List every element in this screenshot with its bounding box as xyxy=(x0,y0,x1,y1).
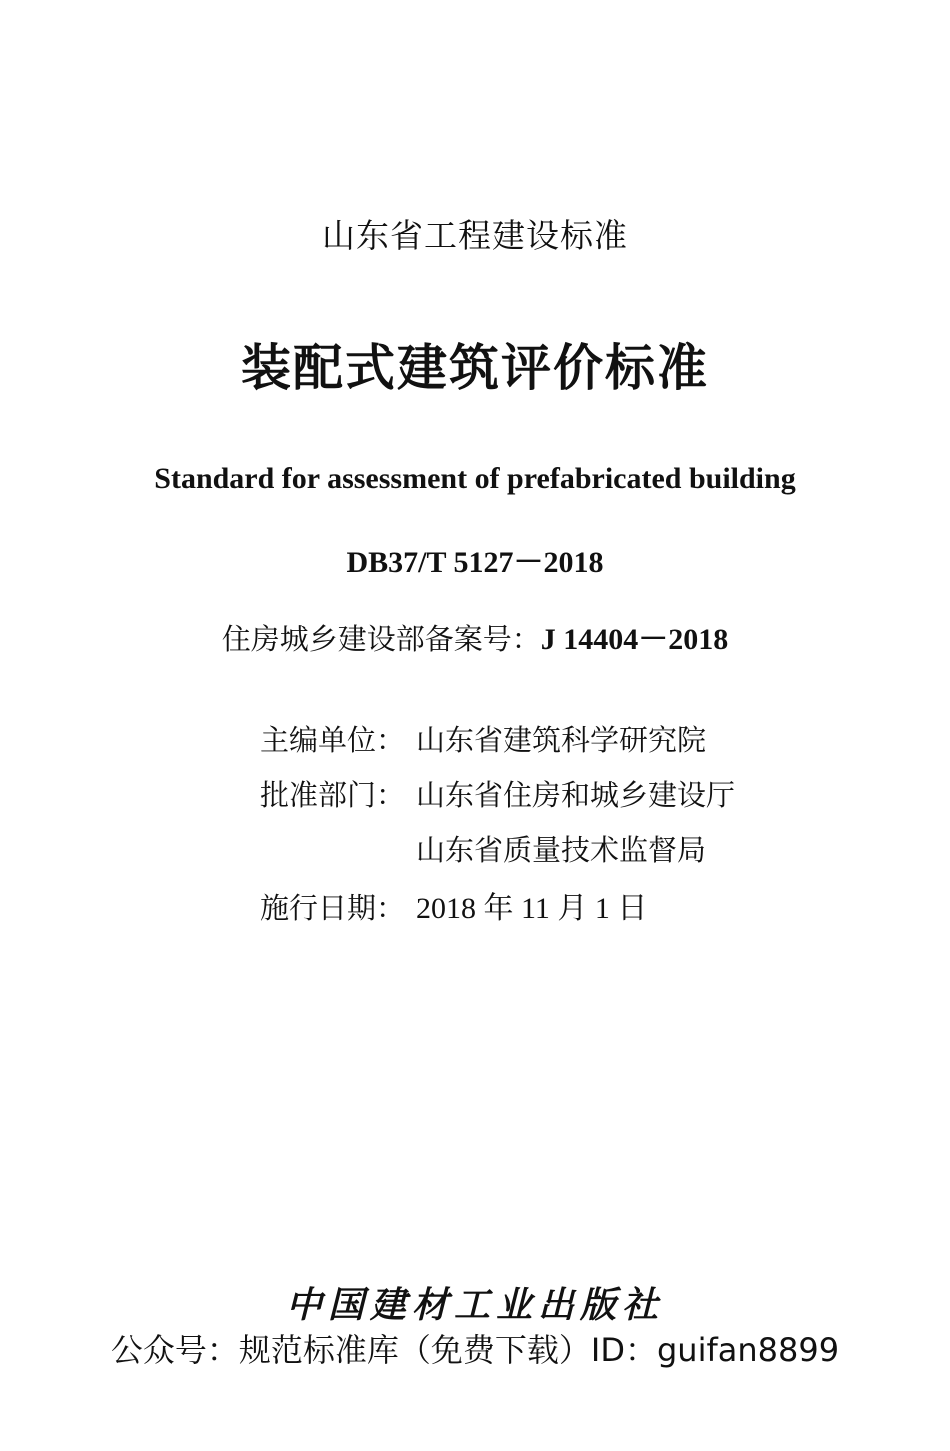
date-label: 施行日期： xyxy=(260,891,406,925)
document-title: 装配式建筑评价标准 xyxy=(241,338,709,397)
publisher-logo: 中国建材工业出版社 xyxy=(285,1284,664,1326)
approver-row-2 xyxy=(260,828,706,869)
record-number-line xyxy=(0,614,950,658)
approver-value-2: 山东省质量技术监督局 xyxy=(416,833,707,867)
editor-label: 主编单位： xyxy=(260,723,406,757)
standard-code: DB37/T 5127－2018 xyxy=(346,546,604,579)
approver-label: 批准部门： xyxy=(260,778,406,812)
standard-series: 山东省工程建设标准 xyxy=(322,216,628,255)
editor-row xyxy=(260,718,706,759)
approver-value-1: 山东省住房和城乡建设厅 xyxy=(416,778,736,812)
date-value: 2018 年 11 月 1 日 xyxy=(416,892,648,925)
record-label: 住房城乡建设部备案号： xyxy=(221,622,541,656)
watermark-text: 公众号：规范标准库（免费下载）ID：guifan8899 xyxy=(110,1331,840,1369)
approver-row xyxy=(260,773,735,814)
record-number: J 14404－2018 xyxy=(540,623,729,656)
document-title-english: Standard for assessment of prefabricated building xyxy=(154,462,796,495)
effective-date-row xyxy=(260,883,647,927)
editor-value: 山东省建筑科学研究院 xyxy=(416,723,707,757)
